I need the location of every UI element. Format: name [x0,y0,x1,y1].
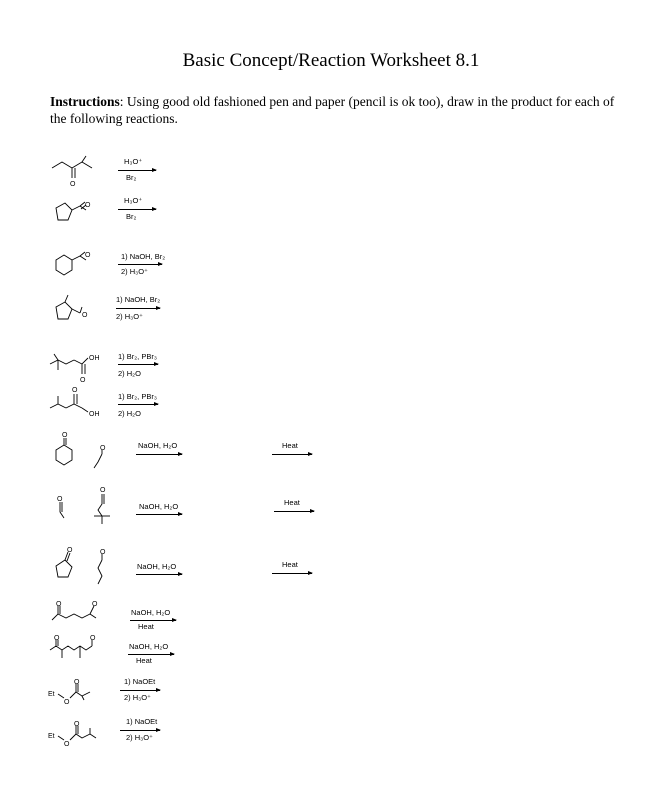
molecule-7b [92,444,112,474]
reaction-6-arrow [118,404,158,405]
reaction-10-reagent-top: NaOH, H₂O [131,608,171,617]
reaction-4-reagent-bottom: 2) H₃O⁺ [116,312,144,321]
reaction-4-arrow [116,308,160,309]
reaction-8-reagent-top: NaOH, H₂O [139,502,179,511]
molecule-10 [50,600,110,624]
molecule-13 [46,714,106,748]
svg-text:O: O [56,601,62,608]
molecule-9a [50,546,84,586]
reaction-9-heat-arrow [272,573,312,574]
svg-text:OH: OH [89,411,100,418]
reaction-5-reagent-top: 1) Br₂, PBr₃ [118,352,157,361]
reaction-11-reagent-bottom: Heat [136,656,152,665]
reaction-12-arrow [120,690,160,691]
molecule-8b [88,484,118,534]
svg-text:Et: Et [48,733,55,740]
svg-text:O: O [70,181,76,188]
svg-text:O: O [80,377,86,384]
reaction-11-reagent-top: NaOH, H₂O [129,642,169,651]
reaction-13-arrow [120,730,160,731]
svg-text:O: O [74,721,80,728]
reaction-6-reagent-top: 1) Br₂, PBr₃ [118,392,157,401]
instructions [50,93,630,127]
reaction-9-reagent-top: NaOH, H₂O [137,562,177,571]
reaction-11-arrow [128,654,174,655]
reaction-12-reagent-bottom: 2) H₃O⁺ [124,693,152,702]
instructions-text: : Using good old fashioned pen and paper (pencil is ok too), draw in the product for each of the following reactions. [50,94,615,126]
molecule-2 [52,200,102,226]
reaction-7-arrow [136,454,182,455]
reaction-8-arrow [136,514,182,515]
reaction-2-reagent-bottom: Br₂ [126,212,137,221]
reaction-9-heat-label: Heat [282,560,298,569]
reaction-10-arrow [130,620,176,621]
svg-text:O: O [57,496,63,503]
reaction-10-reagent-bottom: Heat [138,622,154,631]
reaction-3-reagent-top: 1) NaOH, Br₂ [121,252,166,261]
svg-text:O: O [85,202,91,209]
reaction-3-reagent-bottom: 2) H₃O⁺ [121,267,149,276]
reaction-13-reagent-bottom: 2) H₃O⁺ [126,733,154,742]
svg-text:O: O [64,741,70,748]
reaction-8-heat-arrow [274,511,314,512]
reaction-4-reagent-top: 1) NaOH, Br₂ [116,295,161,304]
molecule-12 [46,676,106,706]
svg-text:O: O [92,601,98,608]
svg-text:O: O [90,635,96,642]
molecule-7a [52,430,82,470]
reaction-2-reagent-top: H₃O⁺ [124,196,143,205]
svg-text:O: O [64,699,70,706]
svg-text:O: O [82,312,88,319]
svg-text:O: O [100,487,106,494]
reaction-9-arrow [136,574,182,575]
reaction-6-reagent-bottom: 2) H₂O [118,409,141,418]
reaction-2-arrow [118,209,156,210]
svg-text:O: O [85,252,91,259]
reaction-7-reagent-top: NaOH, H₂O [138,441,178,450]
molecule-11 [48,636,118,670]
instructions-label: Instructions [50,94,120,109]
svg-text:Et: Et [48,691,55,698]
molecule-9b [90,550,114,590]
reaction-8-heat-label: Heat [284,498,300,507]
molecule-6 [48,387,108,420]
molecule-8a [54,494,74,524]
svg-text:O: O [100,549,106,556]
svg-text:O: O [72,387,78,394]
reaction-12-reagent-top: 1) NaOEt [124,677,156,686]
reaction-3-arrow [118,264,162,265]
molecule-4 [52,295,102,325]
svg-text:O: O [62,432,68,439]
reaction-7-heat-label: Heat [282,441,298,450]
reaction-1-arrow [118,170,156,171]
svg-text:O: O [54,635,60,642]
page-title: Basic Concept/Reaction Worksheet 8.1 [182,50,480,71]
molecule-1 [50,158,110,188]
molecule-3 [52,250,102,280]
svg-text:OH: OH [89,355,100,362]
svg-text:O: O [74,679,80,686]
reaction-5-reagent-bottom: 2) H₂O [118,369,141,378]
svg-text:O: O [100,445,106,452]
reaction-1-reagent-bottom: Br₂ [126,173,137,182]
svg-text:O: O [67,547,73,554]
molecule-5 [48,350,108,384]
reaction-7-heat-arrow [272,454,312,455]
reaction-13-reagent-top: 1) NaOEt [126,717,158,726]
reaction-5-arrow [118,364,158,365]
reaction-1-reagent-top: H₃O⁺ [124,157,143,166]
